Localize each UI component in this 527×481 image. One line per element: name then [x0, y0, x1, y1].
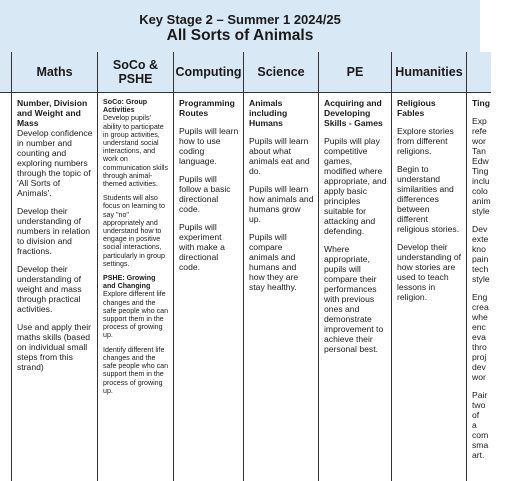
page-header — [0, 0, 480, 53]
column-text: Pupils will learn about what animals eat and do. — [249, 136, 310, 176]
curriculum-grid — [0, 52, 491, 481]
column-header — [0, 52, 11, 93]
column-text — [0, 312, 7, 322]
column-humanities — [392, 52, 467, 481]
column-text: Develop their understanding of how stories are used to teach lessons in religion. — [397, 242, 462, 302]
column-heading: Animals including Humans — [249, 98, 288, 128]
column-body — [244, 93, 318, 481]
column-body — [98, 93, 173, 481]
column-header: Maths — [12, 52, 97, 93]
column-text: Pupils will play competitive games, modified where appropriate, and apply basic principles suitable for attacking and defending. — [324, 136, 387, 236]
column-text: Develop their understanding of weight and mass through practical activities. — [17, 264, 82, 314]
column-partial-right — [467, 52, 491, 481]
column-header — [467, 52, 491, 93]
column-body — [12, 93, 97, 481]
column-header: Humanities — [392, 52, 466, 93]
column-heading: SoCo: Group Activities — [103, 98, 148, 115]
column-header: SoCo & PSHE — [98, 52, 173, 93]
column-text: Students will also focus on learning to say "no" appropriately and understand how to engage in positive social interactions, particularly in group settings. — [103, 194, 165, 268]
column-text: Pupils will compare animals and humans and how they are stay healthy. — [249, 232, 299, 292]
column-body — [0, 93, 11, 481]
column-text: Develop their understanding of numbers in relation to division and fractions. — [17, 206, 91, 256]
column-maths — [12, 52, 98, 481]
column-subheading: PSHE: Growing and Changing — [103, 274, 156, 291]
column-text: Use and apply their maths skills (based on individual small steps from this strand) — [17, 322, 92, 372]
column-text: Pupils will learn how to use coding language. — [179, 126, 239, 166]
column-text: Eng crea whe enc eva thro proj dev wor — [472, 292, 489, 382]
column-body — [319, 93, 391, 481]
column-heading: Religious Fables — [397, 98, 436, 118]
column-text: Pair two of a com sma art. — [472, 390, 489, 460]
column-header: Science — [244, 52, 318, 93]
column-text: Develop confidence in number and counting and exploring numbers through the topic of 'All Sorts of Animals'. — [17, 128, 93, 198]
column-text: Pupils will follow a basic directional code. — [179, 174, 231, 214]
column-header: PE — [319, 52, 391, 93]
header-subtitle: Key Stage 2 – Summer 1 2024/25 — [139, 12, 341, 27]
column-science — [244, 52, 319, 481]
column-soco-pshe — [98, 52, 174, 481]
column-text: Pupils will experiment with make a directional code. — [179, 222, 225, 272]
column-text: Dev exte kno pain tech style — [472, 224, 490, 284]
column-text: Begin to understand similarities and differences between different religious stories. — [397, 164, 460, 234]
column-body — [467, 93, 527, 481]
column-text: Develop pupils' ability to participate in group activities, understand social interactions, and work on communication skills through animal-themed activities. — [103, 114, 169, 189]
page-title: All Sorts of Animals — [166, 27, 314, 44]
column-text: Pupils will learn how animals and humans grow up. — [249, 184, 314, 224]
column-text: Explore different life changes and the safe people who can support them in the process of growing up. — [103, 290, 169, 340]
column-text — [0, 114, 7, 124]
column-partial-left — [0, 52, 12, 481]
column-heading: Programming Routes — [179, 98, 235, 118]
column-text: Identify different life changes and the safe people who can support them in the process of growing up. — [103, 345, 169, 395]
column-pe — [319, 52, 392, 481]
column-heading: Ting — [472, 98, 490, 108]
column-text: Exp refe wor Tan Edw Ting inclu colo anim style — [472, 116, 491, 216]
column-header: Computing — [174, 52, 243, 93]
column-body — [174, 93, 243, 481]
column-heading: Number, Division and Weight and Mass — [17, 98, 88, 128]
column-body — [392, 93, 466, 481]
column-text: Where appropriate, pupils will compare their performances with previous ones and demonstrate improvement to achieve their personal best. — [324, 244, 384, 354]
column-computing — [174, 52, 244, 481]
column-heading: Acquiring and Developing Skills - Games — [324, 98, 383, 128]
column-text: Explore stories from different religions. — [397, 126, 454, 156]
